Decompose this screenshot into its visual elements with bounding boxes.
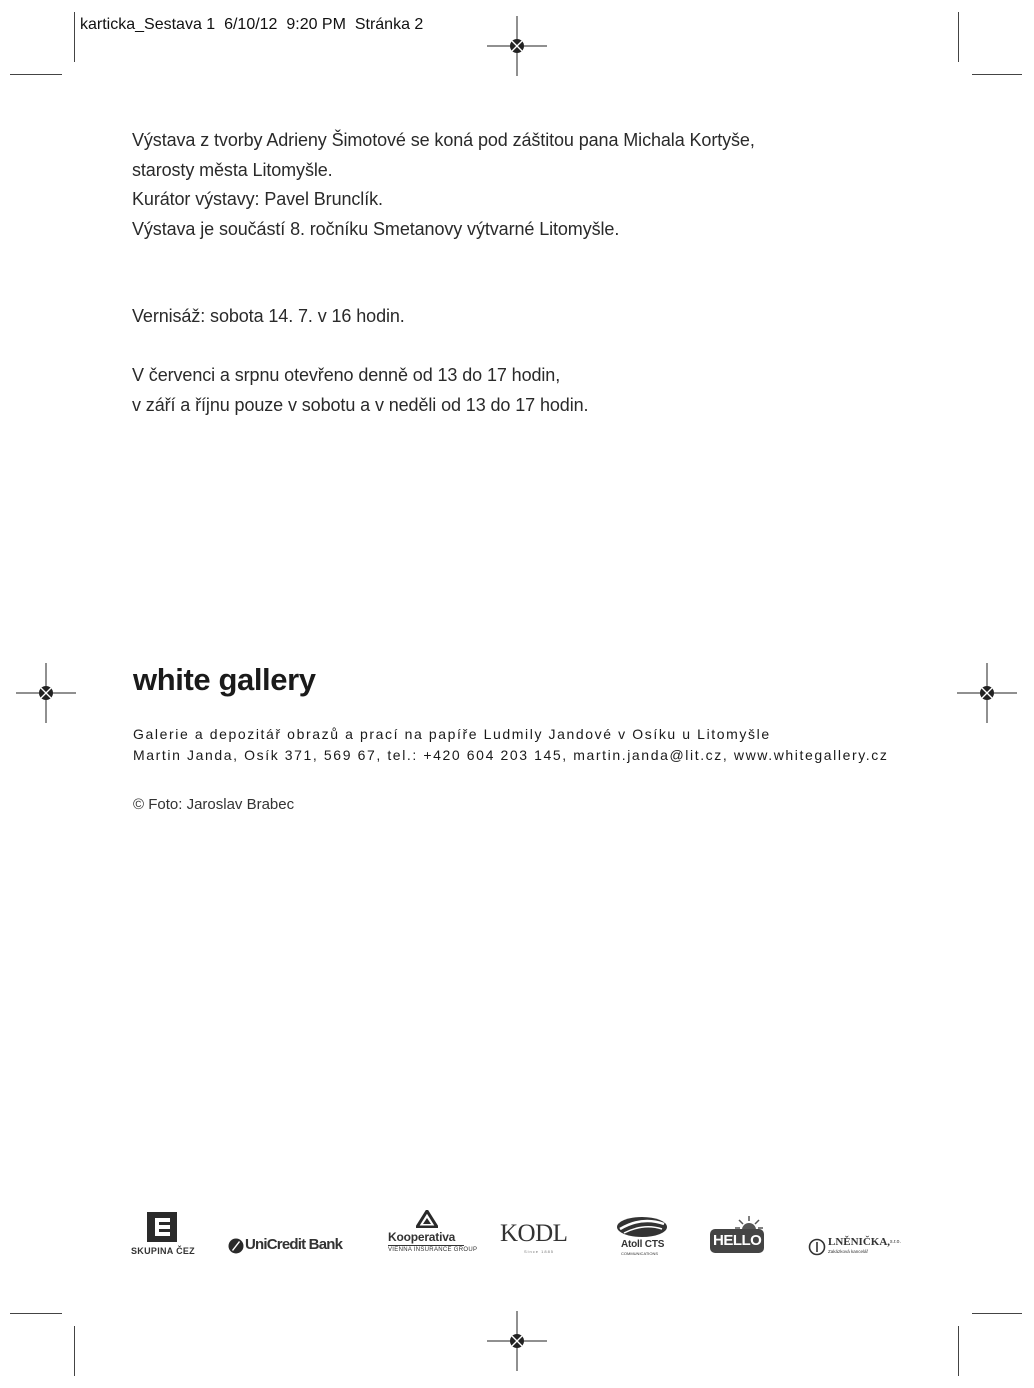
atoll-logo [616, 1214, 672, 1260]
kodl-sub: Since 1885 [524, 1249, 555, 1254]
opening-hours [132, 361, 588, 420]
kodl-label: KODL [500, 1220, 568, 1247]
lnenicka-mark-icon [808, 1238, 826, 1256]
kooperativa-label: Kooperativa [388, 1230, 456, 1244]
kooperativa-sub: VIENNA INSURANCE GROUP [388, 1247, 478, 1253]
exhibition-info [132, 126, 755, 244]
crop-mark [74, 12, 75, 62]
lnenicka-label: LNĚNIČKA, [828, 1236, 891, 1248]
exhibition-line: Výstava z tvorby Adrieny Šimotové se koná pod záštitou pana Michala Kortyše, [132, 130, 755, 150]
atoll-mark-icon [616, 1214, 668, 1238]
hours-line: V červenci a srpnu otevřeno denně od 13 do 17 hodin, [132, 365, 561, 385]
crop-mark [10, 74, 62, 75]
cez-logo [126, 1206, 196, 1258]
exhibition-line: starosty města Litomyšle. [132, 159, 333, 180]
cez-mark-icon [147, 1212, 177, 1242]
lnenicka-logo [808, 1236, 916, 1260]
gallery-description: Galerie a depozitář obrazů a prací na papíře Ludmily Jandové v Osíku u Litomyšle [133, 726, 771, 742]
gallery-title: white gallery [133, 662, 316, 697]
hours-line: v září a říjnu pouze v sobotu a v neděli od 13 do 17 hodin. [132, 394, 589, 415]
cez-label: SKUPINA ČEZ [131, 1246, 195, 1256]
crop-mark [10, 1313, 62, 1314]
unicredit-mark-icon [228, 1238, 244, 1254]
atoll-sub: COMMUNICATIONS [621, 1251, 659, 1256]
exhibition-line: Kurátor výstavy: Pavel Brunclík. [132, 189, 383, 209]
kooperativa-logo [386, 1210, 478, 1260]
gallery-address: Martin Janda, Osík 371, 569 67, tel.: +420 604 203 145, martin.janda@lit.cz, www.whitegallery.cz [133, 747, 889, 763]
hello-logo [708, 1216, 768, 1258]
kooperativa-mark-icon [416, 1210, 438, 1228]
kodl-logo [500, 1220, 574, 1258]
crop-mark [972, 74, 1022, 75]
unicredit-logo [228, 1236, 348, 1256]
hello-label: HELLO [713, 1232, 762, 1249]
lnenicka-sub: Zakázková kancelář [828, 1249, 869, 1254]
crop-mark [958, 1326, 959, 1376]
unicredit-label: UniCredit Bank [245, 1236, 343, 1253]
crop-mark [958, 12, 959, 62]
crop-mark [74, 1326, 75, 1376]
kooperativa-divider [388, 1245, 464, 1246]
atoll-label: Atoll CTS [621, 1239, 665, 1250]
gallery-contact [133, 724, 888, 766]
lnenicka-suffix: s.r.o. [890, 1239, 901, 1245]
registration-mark-bottom [487, 1311, 547, 1371]
sponsor-logos [126, 1206, 916, 1266]
registration-mark-left [16, 663, 76, 723]
photo-credit: © Foto: Jaroslav Brabec [133, 796, 295, 813]
opening-line: Vernisáž: sobota 14. 7. v 16 hodin. [132, 306, 405, 326]
crop-mark [972, 1313, 1022, 1314]
slug-line: karticka_Sestava 1 6/10/12 9:20 PM Stránka 2 [80, 16, 424, 33]
exhibition-line: Výstava je součástí 8. ročníku Smetanovy výtvarné Litomyšle. [132, 218, 620, 239]
hello-sun-icon [734, 1216, 764, 1230]
registration-mark-top [487, 16, 547, 76]
opening-info [132, 302, 405, 332]
registration-mark-right [957, 663, 1017, 723]
